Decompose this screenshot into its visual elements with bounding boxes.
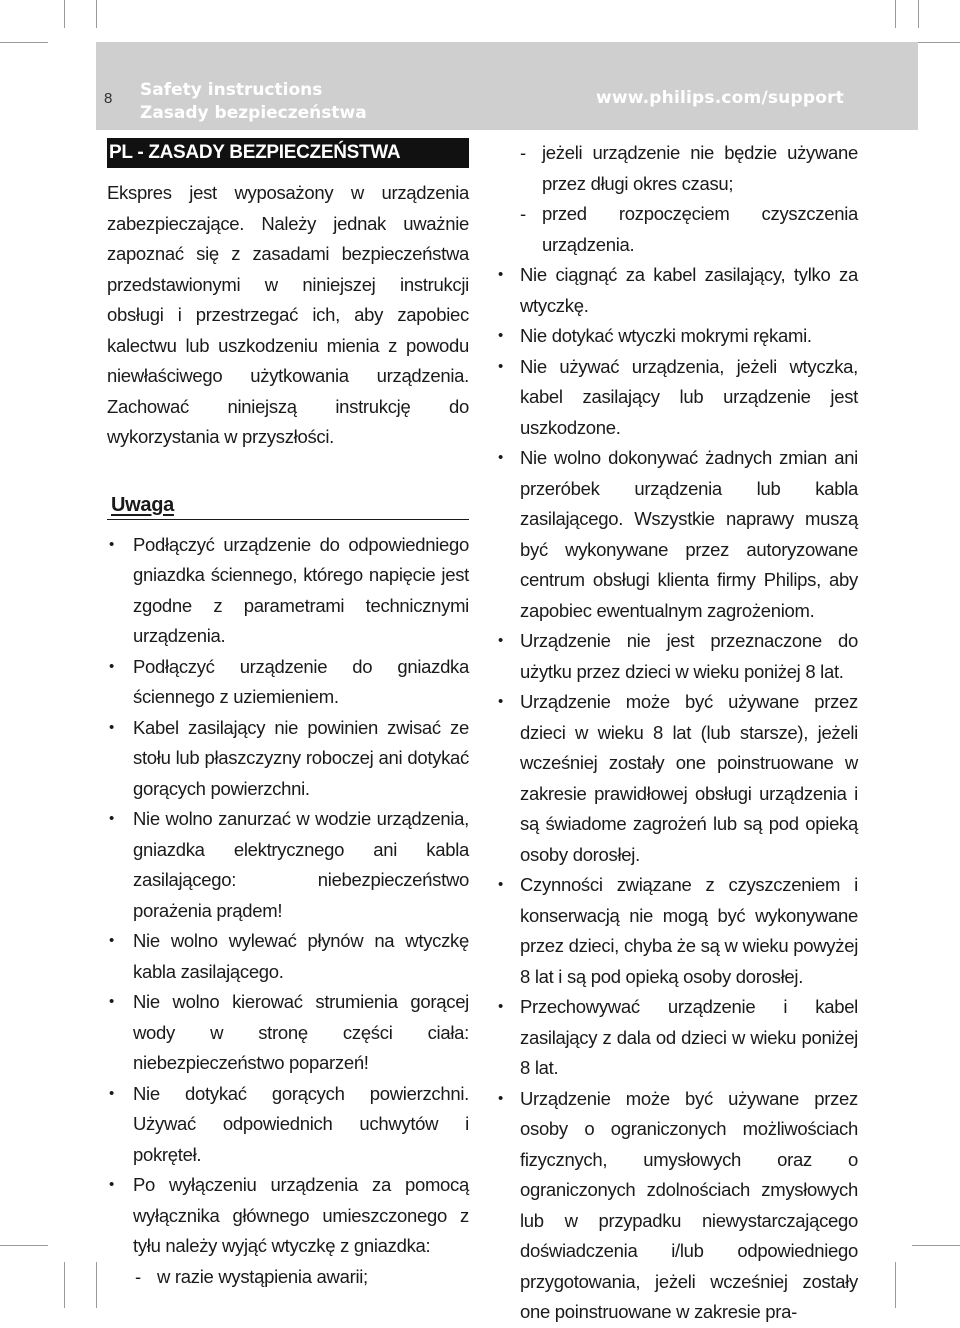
crop-mark: [895, 1262, 896, 1308]
intro-paragraph: Ekspres jest wyposażony w urządzenia zabezpieczające. Należy jednak uważnie zapoznać się z zasadami bezpieczeństwa przedstawionymi w niniejszej instrukcji obsługi i przestrzegać ich, aby zapobiec kalectwu lub uszkodzeniu mienia z powodu niewłaściwego użytkowania urządzenia. Zachować niniejszą instrukcję do wykorzystania w przyszłości.: [107, 182, 469, 447]
sub-list-continued: [516, 138, 858, 260]
list-item: • Urządzenie nie jest przeznaczone do użytku przez dzieci w wieku poniżej 8 lat.: [496, 626, 858, 687]
crop-mark: [64, 1262, 65, 1308]
list-item: • Nie używać urządzenia, jeżeli wtyczka, kabel zasilający lub urządzenie jest uszkodzone.: [496, 352, 858, 444]
list-item: • Przechowywać urządzenie i kabel zasilający z dala od dzieci w wieku poniżej 8 lat.: [496, 992, 858, 1084]
list-item: • Nie dotykać wtyczki mokrymi rękami.: [496, 321, 858, 352]
sub-list-item: - w razie wystąpienia awarii;: [131, 1262, 469, 1293]
sub-list-item: - jeżeli urządzenie nie będzie używane przez długi okres czasu;: [516, 138, 858, 199]
header-title-en: Safety instructions: [140, 80, 323, 100]
header-title-pl: Zasady bezpieczeństwa: [140, 103, 367, 123]
list-item: • Nie wolno wylewać płynów na wtyczkę kabla zasilającego.: [107, 926, 469, 987]
list-item: • Nie wolno zanurzać w wodzie urządzenia, gniazdka elektrycznego ani kabla zasilającego: niebezpieczeństwo porażenia prądem!: [107, 804, 469, 926]
header-title: [140, 79, 367, 125]
list-item: • Urządzenie może być używane przez osoby o ograniczonych możliwościach fizycznych, umysłowych oraz o ograniczonych zdolnościach zmysłowych lub w przypadku niewystarczającego doświadczenia i/lub odpowiedniego przygotowania, jeżeli wcześniej zostały one poinstruowane w zakresie pra-: [496, 1084, 858, 1328]
list-item: • Kabel zasilający nie powinien zwisać ze stołu lub płaszczyzny roboczej ani dotykać gorących powierzchni.: [107, 713, 469, 805]
list-item: • Podłączyć urządzenie do gniazdka ściennego z uziemieniem.: [107, 652, 469, 713]
warning-heading: [107, 491, 469, 520]
left-column: [107, 138, 469, 1292]
right-column: [496, 138, 858, 1328]
crop-mark: [912, 1245, 960, 1246]
warning-list-left: [107, 530, 469, 1293]
crop-mark: [64, 0, 65, 28]
crop-mark: [912, 42, 960, 43]
list-item: • Podłączyć urządzenie do odpowiedniego gniazdka ściennego, którego napięcie jest zgodne z parametrami technicznymi urządzenia.: [107, 530, 469, 652]
sub-list: [131, 1262, 469, 1293]
support-url: www.philips.com/support: [596, 88, 845, 108]
list-item: [107, 1170, 469, 1292]
list-item: • Nie wolno kierować strumienia gorącej wody w stronę części ciała: niebezpieczeństwo poparzeń!: [107, 987, 469, 1079]
crop-mark: [96, 1262, 97, 1308]
warning-list-right: [496, 260, 858, 1328]
list-item: • Nie dotykać gorących powierzchni. Używać odpowiednich uchwytów i pokręteł.: [107, 1079, 469, 1171]
list-item: • Urządzenie może być używane przez dzieci w wieku 8 lat (lub starsze), jeżeli wcześniej zostały one poinstruowane w zakresie prawidłowej obsługi urządzenia i są świadome zagrożeń lub są pod opieką osoby dorosłej.: [496, 687, 858, 870]
list-item-text: Po wyłączeniu urządzenia za pomocą wyłącznika głównego umieszczonego z tyłu należy wyjąć wtyczkę z gniazdka:: [133, 1174, 469, 1256]
crop-mark: [895, 0, 896, 28]
section-title: PL - ZASADY BEZPIECZEŃSTWA: [107, 138, 469, 168]
page-number: 8: [104, 90, 113, 107]
list-item: • Nie ciągnąć za kabel zasilający, tylko za wtyczkę.: [496, 260, 858, 321]
crop-mark: [918, 0, 919, 28]
sub-list-item: - przed rozpoczęciem czyszczenia urządzenia.: [516, 199, 858, 260]
warning-heading-text: Uwaga: [111, 493, 174, 516]
list-item: • Czynności związane z czyszczeniem i konserwacją nie mogą być wykonywane przez dzieci, chyba że są w wieku powyżej 8 lat i są pod opieką osoby dorosłej.: [496, 870, 858, 992]
crop-mark: [96, 0, 97, 28]
list-item: • Nie wolno dokonywać żadnych zmian ani przeróbek urządzenia lub kabla zasilającego. Wszystkie naprawy muszą być wykonywane przez autoryzowane centrum obsługi klienta firmy Philips, aby zapobiec ewentualnym zagrożeniom.: [496, 443, 858, 626]
crop-mark: [0, 42, 48, 43]
crop-mark: [0, 1245, 48, 1246]
